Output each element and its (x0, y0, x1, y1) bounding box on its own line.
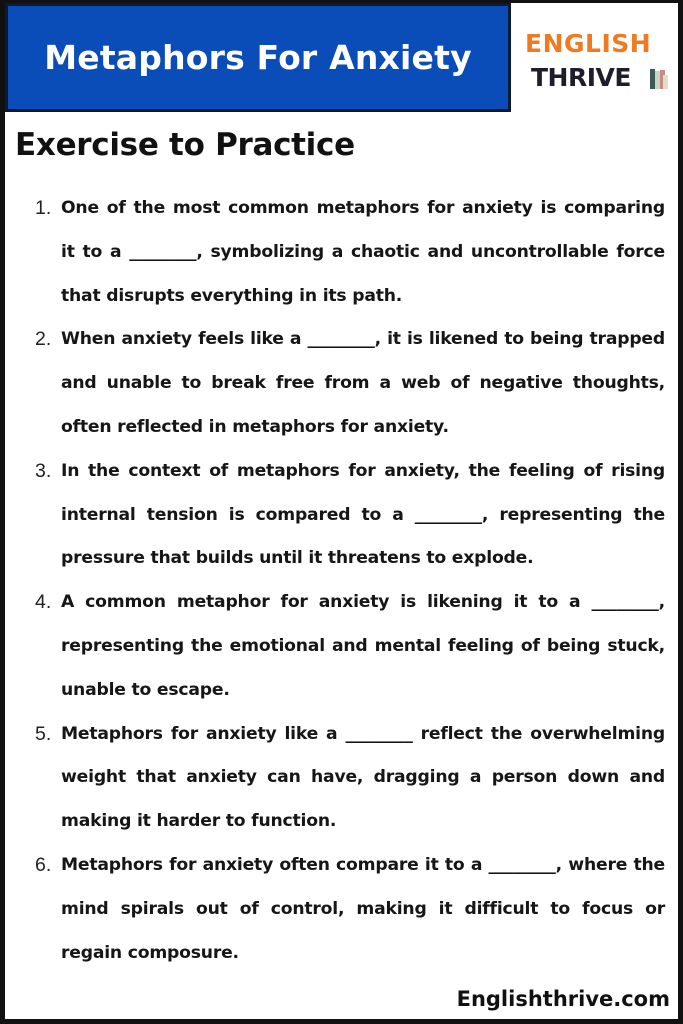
exercise-item (35, 187, 665, 318)
logo-text-thrive: THRIVE (531, 63, 631, 92)
title-banner (5, 3, 511, 112)
exercise-text: A common metaphor for anxiety is likening it to a ________, representing the emotional and mental feeling of being stuck, unable to escape. (61, 592, 665, 700)
exercise-number: 3. (35, 459, 52, 482)
exercise-number: 5. (35, 722, 52, 745)
exercise-item (35, 713, 665, 844)
exercise-item (35, 450, 665, 581)
page-title: Metaphors For Anxiety (44, 38, 472, 77)
english-thrive-logo (517, 23, 672, 103)
website-url: Englishthrive.com (456, 987, 670, 1011)
exercise-text: When anxiety feels like a ________, it is likened to being trapped and unable to break free from a web of negative thoughts, often reflected in metaphors for anxiety. (61, 329, 665, 437)
exercise-item (35, 581, 665, 712)
exercise-text: In the context of metaphors for anxiety, the feeling of rising internal tension is compared to a ________, representing the pressure that builds until it threatens to explode. (61, 460, 665, 569)
exercise-item (35, 318, 665, 449)
exercise-text: Metaphors for anxiety often compare it to a ________, where the mind spirals out of control, making it difficult to focus or regain composure. (61, 854, 665, 963)
exercise-number: 4. (35, 591, 52, 614)
exercise-text: Metaphors for anxiety like a ________ reflect the overwhelming weight that anxiety can have, dragging a person down and making it harder to function. (61, 723, 665, 832)
exercise-text: One of the most common metaphors for anxiety is comparing it to a ________, symbolizing a chaotic and uncontrollable force that disrupts everything in its path. (61, 198, 665, 306)
exercise-number: 6. (35, 853, 52, 876)
exercise-item (35, 844, 665, 975)
section-heading: Exercise to Practice (15, 127, 355, 163)
exercise-list (35, 187, 665, 975)
logo-text-english: ENGLISH (525, 29, 652, 58)
books-icon (649, 67, 669, 91)
exercise-number: 2. (35, 328, 52, 351)
exercise-number: 1. (35, 197, 52, 219)
